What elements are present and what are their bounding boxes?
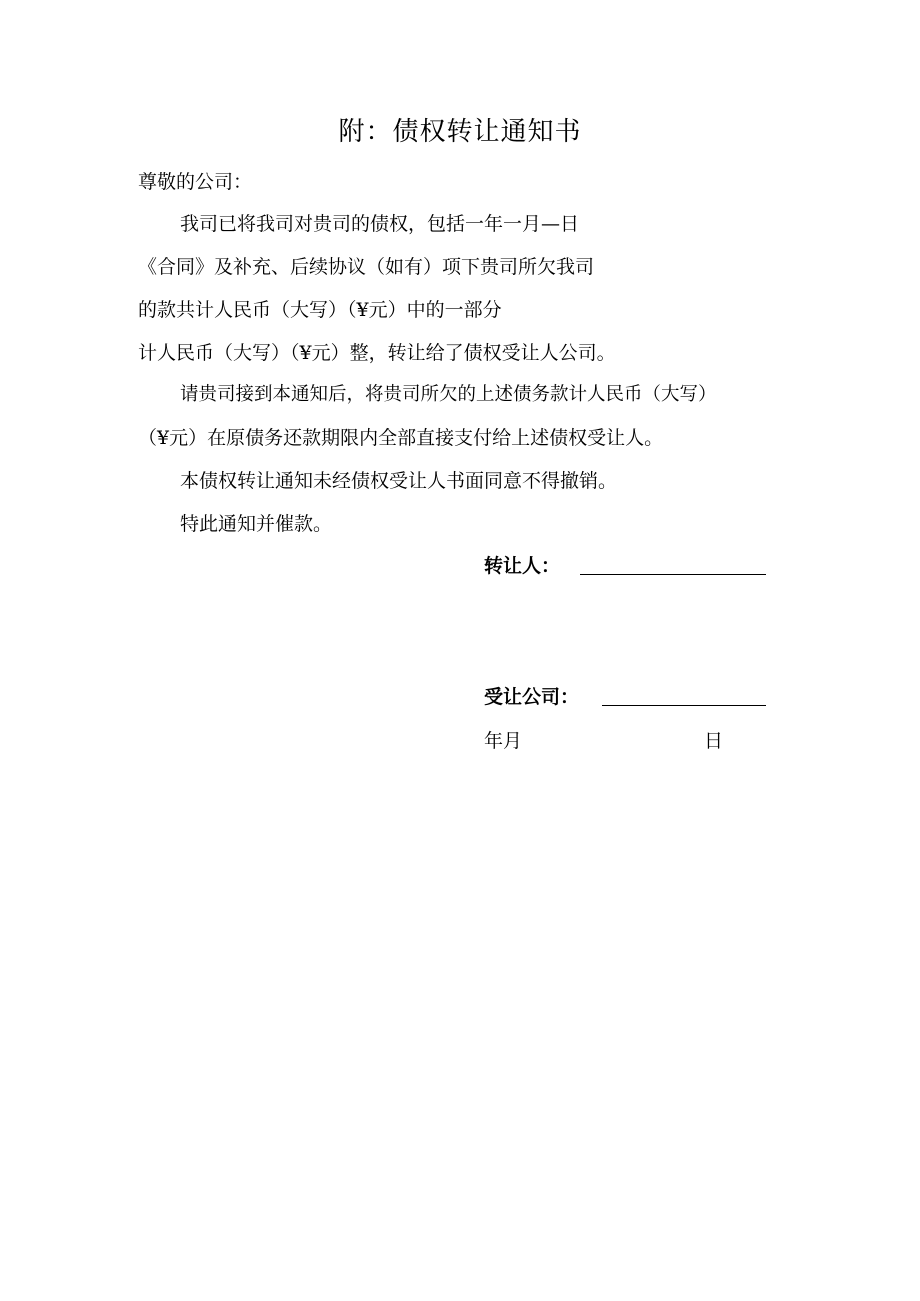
paragraph-line-8: 特此通知并催款。	[180, 513, 333, 535]
paragraph-line-4: 计人民币（大写）（¥元）整，转让给了债权受让人公司。	[138, 342, 616, 364]
paragraph-line-6: （¥元）在原债务还款期限内全部直接支付给上述债权受让人。	[138, 427, 664, 449]
document-title: 附：债权转让通知书	[338, 117, 582, 147]
date-day: 日	[704, 730, 724, 752]
paragraph-line-7: 本债权转让通知未经债权受让人书面同意不得撤销。	[180, 470, 618, 492]
transferor-signature-line[interactable]	[580, 574, 766, 575]
paragraph-line-5: 请贵司接到本通知后，将贵司所欠的上述债务款计人民币（大写）	[180, 384, 717, 405]
paragraph-line-3: 的款共计人民币（大写）（¥元）中的一部分	[138, 299, 502, 321]
transferee-label: 受让公司：	[484, 686, 580, 708]
transferor-label: 转让人：	[484, 555, 561, 577]
date-year-month: 年月	[484, 730, 523, 752]
transferee-signature-line[interactable]	[602, 705, 766, 706]
paragraph-line-1: 我司已将我司对贵司的债权，包括一年一月—日	[180, 213, 580, 235]
salutation: 尊敬的公司：	[138, 171, 253, 193]
paragraph-line-2: 《合同》及补充、后续协议（如有）项下贵司所欠我司	[138, 256, 595, 278]
